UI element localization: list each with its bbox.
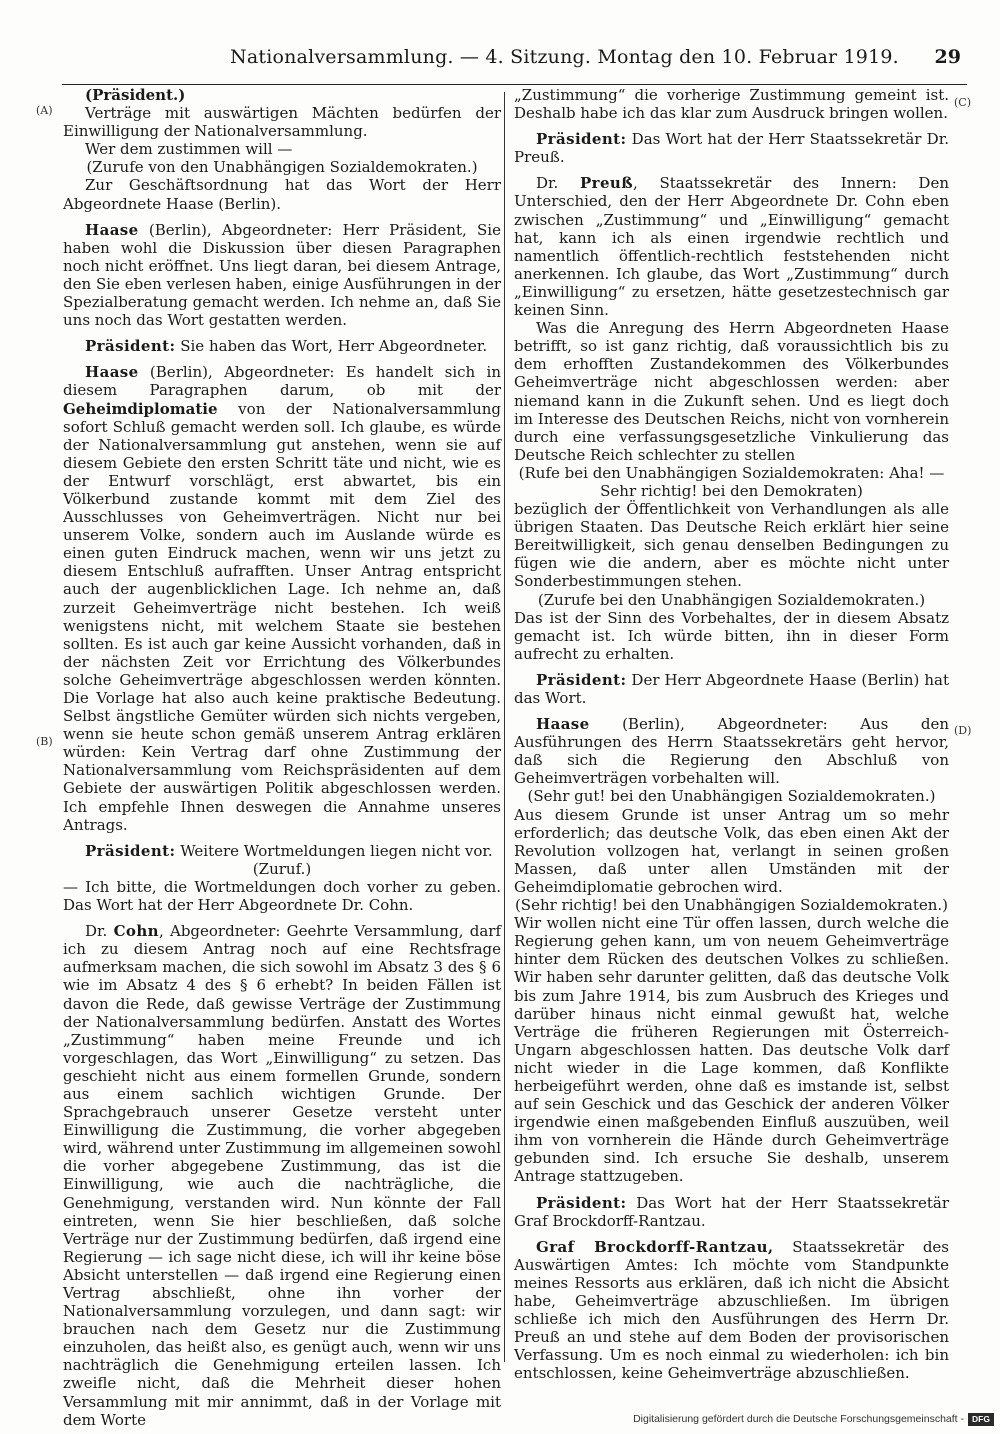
speech-preuss — [514, 174, 949, 319]
page-number: 29 — [934, 46, 961, 68]
speaker-title: Dr. — [536, 174, 580, 193]
section-head-label: (Präsident.) — [85, 86, 186, 104]
speech-text: Sie haben das Wort, Herr Abgeordneter. — [175, 337, 488, 356]
speaker-name: Preuß — [580, 174, 634, 193]
speech-text: Das Wort hat der Herr Staatssekretär Graf Brockdorff-Rantzau. — [514, 1193, 949, 1230]
speaker-name: Haase — [85, 220, 139, 239]
left-column — [63, 86, 501, 1429]
column-divider — [504, 92, 505, 1362]
interjection: (Zurufe bei den Unabhängigen Sozialdemokraten.) — [537, 590, 926, 609]
speaker-name: Graf Brockdorff-Rantzau, — [536, 1237, 774, 1256]
speaker-name: Präsident: — [85, 337, 176, 356]
interjection: (Zurufe von den Unabhängigen Sozialdemokraten.) — [86, 158, 478, 177]
speech-text: (Berlin), Abgeordneter: Herr Präsident, Sie haben wohl die Diskussion über diesen Paragraphen noch nicht eröffnet. Uns liegt daran, bei diesem Antrage, den Sie eben verlesen haben, einige Ausführungen in der Spezialberatung gemacht werden. Ich nehme an, daß Sie uns noch das Wort gestatten werden. — [63, 220, 501, 330]
interjection: (Zuruf.) — [252, 859, 312, 878]
speaker-name: Haase — [536, 715, 590, 734]
speech-haase — [514, 715, 949, 787]
margin-marker-d: (D) — [954, 724, 972, 737]
paragraph: bezüglich der Öffentlichkeit von Verhandlungen als alle übrigen Staaten. Das Deutsche Reich erklärt hier seine Bereitwilligkeit, sich genau denselben Bedingungen zu fügen wie die andern, aber es möchte nicht unter Sonderbestimmungen stehen. — [514, 500, 949, 591]
speech-text: Der Herr Abgeordnete Haase (Berlin) hat das Wort. — [514, 670, 949, 707]
speaker-name: Haase — [85, 363, 139, 382]
margin-marker-b: (B) — [36, 735, 53, 748]
footer-credit: Digitalisierung gefördert durch die Deutsche Forschungsgemeinschaft - — [633, 1413, 964, 1425]
speech-text: (Berlin), Abgeordneter: Aus den Ausführungen des Herrn Staatssekretärs geht hervor, daß sich die Regierung den Abschluß von Geheimverträgen vorbehalten will. — [514, 715, 949, 788]
interjection: (Rufe bei den Unabhängigen Sozialdemokraten: Aha! — Sehr richtig! bei den Demokraten) — [518, 463, 945, 500]
speech-text: Staatssekretär des Auswärtigen Amtes: Ich möchte vom Standpunkte meines Ressorts aus erklären, daß ich nicht die Absicht habe, Geheimverträge abzuschließen. Im übrigen schließe ich mich den Ausführungen des Herrn Dr. Preuß an und stehe auf dem Boden der provisorischen Verfassung. Um es noch einmal zu wiederholen: ich bin entschlossen, keine Geheimverträge abzuschließen. — [514, 1237, 949, 1383]
dfg-logo-icon: DFG — [968, 1413, 994, 1426]
speech-haase — [63, 221, 501, 330]
interjection: (Sehr richtig! bei den Unabhängigen Sozialdemokraten.) — [514, 896, 949, 915]
speech-haase — [63, 363, 501, 833]
speaker-name: Präsident: — [536, 1193, 627, 1212]
speaker-name: Präsident: — [536, 130, 627, 149]
speech-president — [514, 1194, 949, 1230]
speaker-name: Präsident: — [536, 670, 627, 689]
speech-text: Das Wort hat der Herr Staatssekretär Dr. Preuß. — [514, 130, 949, 167]
speech-text: (Berlin), Abgeordneter: Es handelt sich in diesem Paragraphen darum, ob mit der — [63, 363, 501, 400]
margin-marker-a: (A) — [36, 104, 53, 117]
speech-text: von der Nationalversammlung sofort Schluß gemacht werden soll. Ich glaube, es würde der Nationalversammlung gut anstehen, wenn sie auf diesem Gebiete den ersten Schritt täte und nicht, wie es der Entwurf vorschlägt, erst abwartet, bis ein Völkerbund zustande kommt mit dem Ziel des Ausschlusses von Geheimverträgen. Nicht nur bei unserem Volke, sondern auch im Auslande würde es einen guten Eindruck machen, wenn wir uns jetzt zu diesem Entschluß aufrafften. Unser Antrag entspricht auch der augenblicklichen Lage. Ich nehme an, daß zurzeit Geheimverträge nicht bestehen. Ich weiß wenigstens nicht, mit welchem Staate sie bestehen sollten. Es ist auch gar keine Aussicht vorhanden, daß in der nächsten Zeit vor Errichtung des Völkerbundes solche Geheimverträge abgeschlossen werden könnten. Die Vorlage hat also auch keine praktische Bedeutung. Selbst ängstliche Gemüter würden sich nichts vergeben, wenn sie heute schon gemäß unserem Antrag erklären würden: Kein Vertrag darf ohne Zustimmung der Nationalversammlung vom Reichspräsidenten auf dem Gebiete der auswärtigen Politik abgeschlossen werden. Ich empfehle Ihnen deswegen die Annahme unseres Antrags. — [63, 399, 501, 834]
margin-marker-c: (C) — [954, 96, 971, 109]
speech-cohn — [63, 922, 501, 1429]
speaker-title: Dr. — [85, 922, 114, 941]
running-title: Nationalversammlung. — 4. Sitzung. Montag den 10. Februar 1919. — [230, 46, 899, 68]
speech-text: , Abgeordneter: Geehrte Versammlung, darf ich zu diesem Antrag noch auf eine Rechtsfrage aufmerksam machen, die sich sowohl im Absatz 3 des § 6 wie im Absatz 4 des § 6 erhebt? In beiden Fällen ist davon die Rede, daß gewisse Verträge der Zustimmung der Nationalversammlung bedürfen. Anstatt des Wortes „Zustimmung“ haben meine Freunde und ich vorgeschlagen, das Wort „Einwilligung“ zu setzen. Das geschieht nicht aus einem formellen Grunde, sondern aus einem sachlich wichtigen Grunde. Der Sprachgebrauch unserer Gesetze versteht unter Einwilligung die Zustimmung, die vorher abgegeben wird, während unter Zustimmung im allgemeinen sowohl die vorher abgegebene Zustimmung, das ist die Einwilligung, wie auch die nachträgliche, die Genehmigung, verstanden wird. Nun könnte der Fall eintreten, wenn Sie hier beschließen, daß solche Verträge nur der Zustimmung bedürfen, daß irgend eine Regierung — ich sage nicht diese, ich will ihr keine böse Absicht unterstellen — daß irgend eine Regierung einen Vertrag abschließt, ohne ihn vorher der Nationalversammlung vorzulegen, und dann sagt: wir brauchen nach dem Gesetz nur die Zustimmung einzuholen, das heißt also, es genügt auch, wenn wir uns nachträglich die Genehmigung erteilen lassen. Ich zweifle nicht, daß die Mehrheit dieser hohen Versammlung mit mir annimmt, daß in der Vorlage mit dem Worte — [63, 922, 501, 1429]
speech-president — [63, 337, 501, 355]
speaker-name: Cohn — [113, 922, 159, 941]
paragraph: Was die Anregung des Herrn Abgeordneten Haase betrifft, so ist ganz richtig, daß voraussichtlich bis zu dem erhofften Zustandekommen des Völkerbundes Geheimverträge nicht abgeschlossen werden: aber niemand kann in die Zukunft sehen. Und es liegt doch im Interesse des Deutschen Reichs, nicht von vornherein durch eine verfassungsgesetzliche Vinkulierung das Deutsche Reich schlechter zu stellen — [514, 319, 949, 464]
speech-president — [514, 671, 949, 707]
speech-brockdorff-rantzau — [514, 1238, 949, 1383]
paragraph: — Ich bitte, die Wortmeldungen doch vorher zu geben. Das Wort hat der Herr Abgeordnete Dr. Cohn. — [63, 877, 501, 915]
emphasis-term: Geheimdiplomatie — [63, 399, 218, 418]
paragraph: „Zustimmung“ die vorherige Zustimmung gemeint ist. Deshalb habe ich das klar zum Ausdruck bringen wollen. — [514, 86, 949, 123]
paragraph: Wir wollen nicht eine Tür offen lassen, durch welche die Regierung gehen kann, um von neuem Geheimverträge hinter dem Rücken des deutschen Volkes zu schließen. Wir haben sehr darunter gelitten, daß das deutsche Volk bis zum Jahre 1914, bis zum Ausbruch des Krieges und darüber hinaus nicht einmal gewußt hat, welche Verträge die früheren Regierungen mit Österreich-Ungarn abgeschlossen hatten. Das deutsche Volk darf nicht wieder in die Lage kommen, daß Konflikte herbeigeführt werden, ohne daß es imstande ist, selbst auf sein Geschick und das Geschick der anderen Völker irgendwie einen maßgebenden Einfluß auszuüben, weil ihm von vornherein die Hände durch Geheimverträge gebunden sind. Ich ersuche Sie deshalb, unserem Antrage stattzugeben. — [514, 914, 949, 1186]
speech-president — [63, 842, 501, 860]
speech-text: Weitere Wortmeldungen liegen nicht vor. — [175, 841, 493, 860]
digitization-footer — [633, 1411, 994, 1427]
page-header — [62, 38, 967, 85]
paragraph: Zur Geschäftsordnung hat das Wort der Herr Abgeordnete Haase (Berlin). — [63, 176, 501, 213]
paragraph: Das ist der Sinn des Vorbehaltes, der in diesem Absatz gemacht ist. Ich würde bitten, ihn in dieser Form aufrecht zu erhalten. — [514, 608, 949, 663]
speech-president — [514, 130, 949, 166]
paragraph: Verträge mit auswärtigen Mächten bedürfen der Einwilligung der Nationalversammlung. — [63, 104, 501, 141]
speech-text: , Staatssekretär des Innern: Den Unterschied, den der Herr Abgeordnete Dr. Cohn eben zwischen „Zustimmung“ und „Einwilligung“ gemacht hat, kann ich als einen irgendwie rechtlich und namentlich öffentlich-rechtlich feststehenden nicht anerkennen. Ich glaube, das Wort „Zustimmung“ durch „Einwilligung“ zu ersetzen, hätte gesetzestechnisch gar keinen Sinn. — [514, 174, 950, 320]
paragraph: Aus diesem Grunde ist unser Antrag um so mehr erforderlich; das deutsche Volk, das eben einen Akt der Revolution vollzogen hat, verlangt in seinen großen Massen, daß unter allen Umständen mit der Geheimdiplomatie gebrochen wird. — [514, 805, 949, 896]
speaker-name: Präsident: — [85, 841, 176, 860]
interjection: (Sehr gut! bei den Unabhängigen Sozialdemokraten.) — [527, 787, 936, 806]
right-column — [514, 86, 949, 1382]
paragraph: Wer dem zustimmen will — — [85, 140, 293, 159]
